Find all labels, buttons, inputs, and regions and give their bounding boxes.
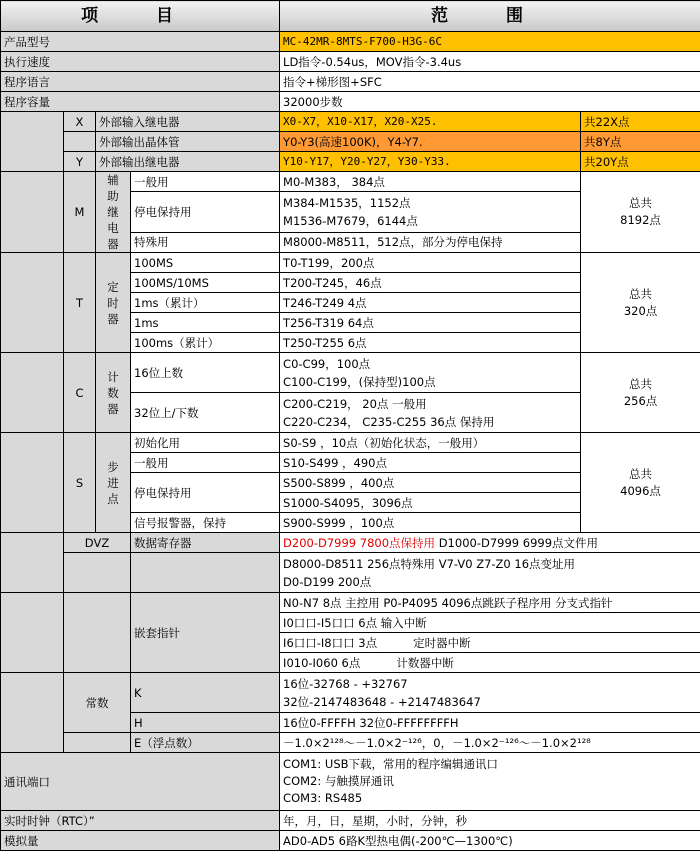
- label-language: 程序语言: [1, 72, 280, 92]
- value-rtc: 年，月，日，星期，小时，分钟，秒: [280, 811, 700, 831]
- range-y-transistor: Y0-Y3(高速100K)，Y4-Y7.: [280, 132, 581, 152]
- value-model: MC-42MR-8MTS-F700-H3G-6C: [280, 32, 700, 52]
- label-k: K: [131, 673, 280, 713]
- s-name-2: 停电保持用: [131, 473, 280, 513]
- group-c: 计数器: [96, 353, 131, 433]
- value-analog: AD0-AD5 6路K型热电偶(-200℃—1300℃): [280, 831, 700, 851]
- code-x: X: [64, 112, 96, 132]
- dvz-lines: D8000-D8511 256点特殊用 V7-V0 Z7-Z0 16点变址用 D0-D199 200点: [280, 553, 700, 593]
- name-y-transistor: 外部输出晶体管: [96, 132, 280, 152]
- s-range-1: S10-S499 ，490点: [280, 453, 581, 473]
- code-dvz: DVZ: [64, 533, 131, 553]
- code-y: Y: [64, 152, 96, 172]
- m-range-2: M8000-M8511，512点，部分为停电保持: [280, 232, 581, 252]
- e-line: －1.0×2¹²⁸～－1.0×2⁻¹²⁶，0，－1.0×2⁻¹²⁶～－1.0×2¹²⁸: [280, 733, 700, 753]
- m-name-2: 特殊用: [131, 232, 280, 252]
- total-s: 总共 4096点: [581, 433, 700, 533]
- label-capacity: 程序容量: [1, 92, 280, 112]
- row-x: [1, 112, 700, 132]
- name-y-relay: 外部输出继电器: [96, 152, 280, 172]
- row-language: [1, 72, 700, 92]
- total-y-transistor: 共8Y点: [581, 132, 700, 152]
- row-model: [1, 32, 700, 52]
- row-speed: [1, 52, 700, 72]
- row-rtc: [1, 811, 700, 831]
- code-c: C: [64, 353, 96, 433]
- total-m: 总共 8192点: [581, 172, 700, 253]
- code-s: S: [64, 433, 96, 533]
- c-range-1: C200-C219， 20点 一般用 C220-C234， C235-C255 36点 保持用: [280, 393, 581, 433]
- label-const: 常数: [64, 673, 131, 733]
- row-y-relay: [1, 152, 700, 172]
- row-capacity: [1, 92, 700, 112]
- row-dvz: [1, 533, 700, 553]
- h-line: 16位0-FFFFH 32位0-FFFFFFFFH: [280, 713, 700, 733]
- c-range-0: C0-C99，100点 C100-C199，(保持型)100点: [280, 353, 581, 393]
- t-range-2: T246-T249 4点: [280, 293, 581, 313]
- total-t: 总共 320点: [581, 253, 700, 353]
- t-name-4: 100ms（累计）: [131, 333, 280, 353]
- header-row: [1, 1, 700, 32]
- nest-line-3: I010-I060 6点 计数器中断: [280, 653, 700, 673]
- s-range-4: S900-S999 ，100点: [280, 513, 581, 533]
- row-s-0: [1, 433, 700, 453]
- total-c: 总共 256点: [581, 353, 700, 433]
- comm-lines: COM1: USB下载，常用的程序编辑通讯口 COM2: 与触摸屏通讯 COM3: RS485: [280, 753, 700, 811]
- code-t: T: [64, 253, 96, 353]
- row-c-0: [1, 353, 700, 393]
- header-item: 项 目: [1, 1, 280, 32]
- m-name-0: 一般用: [131, 172, 280, 192]
- row-y-transistor: [1, 132, 700, 152]
- c-name-1: 32位上/下数: [131, 393, 280, 433]
- nest-line-2: I6口口-I8口口 3点 定时器中断: [280, 633, 700, 653]
- s-range-3: S1000-S4095，3096点: [280, 493, 581, 513]
- name-nest: 嵌套指针: [131, 593, 280, 673]
- row-t-0: [1, 253, 700, 273]
- group-s: 步进点: [96, 433, 131, 533]
- row-comm: [1, 753, 700, 811]
- m-range-1: M384-M1535，1152点 M1536-M7679，6144点: [280, 192, 581, 233]
- row-dvz-2: [1, 553, 700, 593]
- c-name-0: 16位上数: [131, 353, 280, 393]
- m-name-1: 停电保持用: [131, 192, 280, 233]
- value-capacity: 32000步数: [280, 92, 700, 112]
- label-e: E（浮点数）: [131, 733, 280, 753]
- k-lines: 16位-32768 - +32767 32位-2147483648 - +2147483647: [280, 673, 700, 713]
- row-analog: [1, 831, 700, 851]
- s-name-4: 信号报警器，保持: [131, 513, 280, 533]
- s-name-0: 初始化用: [131, 433, 280, 453]
- m-range-0: M0-M383， 384点: [280, 172, 581, 192]
- range-x: X0-X7，X10-X17，X20-X25.: [280, 112, 581, 132]
- label-rtc: 实时时钟（RTC）”: [1, 811, 280, 831]
- t-range-3: T256-T319 64点: [280, 313, 581, 333]
- value-language: 指令+梯形图+SFC: [280, 72, 700, 92]
- label-speed: 执行速度: [1, 52, 280, 72]
- label-comm: 通讯端口: [1, 753, 280, 811]
- header-range: 范 围: [280, 1, 700, 32]
- row-nest-0: [1, 593, 700, 613]
- label-model: 产品型号: [1, 32, 280, 52]
- name-x: 外部输入继电器: [96, 112, 280, 132]
- s-name-1: 一般用: [131, 453, 280, 473]
- group-t: 定时器: [96, 253, 131, 353]
- t-range-4: T250-T255 6点: [280, 333, 581, 353]
- t-range-1: T200-T245，46点: [280, 273, 581, 293]
- label-h: H: [131, 713, 280, 733]
- total-y-relay: 共20Y点: [581, 152, 700, 172]
- label-analog: 模拟量: [1, 831, 280, 851]
- s-range-2: S500-S899 ，400点: [280, 473, 581, 493]
- dvz-line-0: D200-D7999 7800点保持用 D1000-D7999 6999点文件用: [280, 533, 700, 553]
- total-x: 共22X点: [581, 112, 700, 132]
- t-name-1: 100MS/10MS: [131, 273, 280, 293]
- value-speed: LD指令-0.54us，MOV指令-3.4us: [280, 52, 700, 72]
- range-y-relay: Y10-Y17，Y20-Y27，Y30-Y33.: [280, 152, 581, 172]
- row-const-k: [1, 673, 700, 713]
- nest-line-0: N0-N7 8点 主控用 P0-P4095 4096点跳跃子程序用 分支式指针: [280, 593, 700, 613]
- t-name-3: 1ms: [131, 313, 280, 333]
- row-const-e: [1, 733, 700, 753]
- t-name-0: 100MS: [131, 253, 280, 273]
- t-name-2: 1ms（累计）: [131, 293, 280, 313]
- nest-line-1: I0口口-I5口口 6点 输入中断: [280, 613, 700, 633]
- s-range-0: S0-S9 ，10点（初始化状态，一般用）: [280, 433, 581, 453]
- name-dvz: 数据寄存器: [131, 533, 280, 553]
- t-range-0: T0-T199，200点: [280, 253, 581, 273]
- row-m-general: [1, 172, 700, 192]
- code-m: M: [64, 172, 96, 253]
- group-m: 辅助继电器: [96, 172, 131, 253]
